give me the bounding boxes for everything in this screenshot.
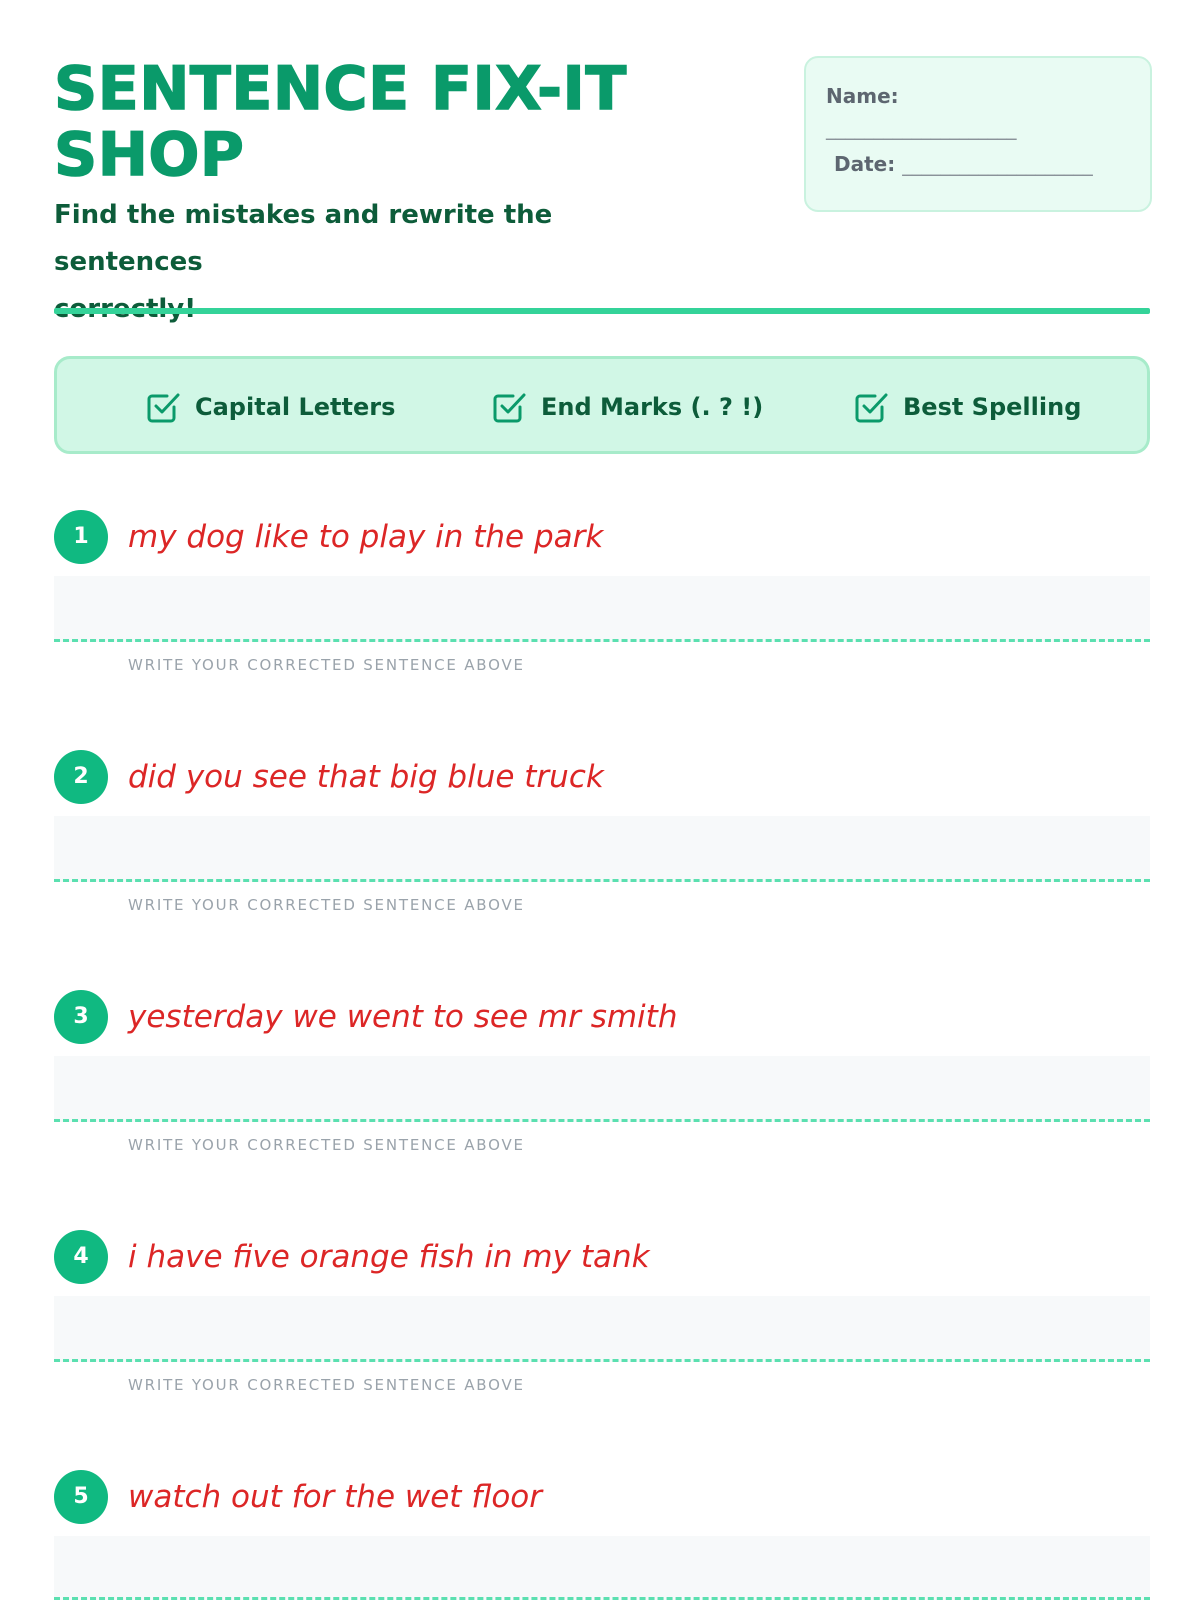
checklist-label: Capital Letters (195, 393, 396, 421)
subtitle-line-1: Find the mistakes and rewrite the sentences (54, 200, 553, 277)
question-sentence: my dog like to play in the park (128, 519, 604, 555)
checklist-label: End Marks (. ? !) (541, 393, 764, 421)
answer-writing-line[interactable] (54, 1536, 1150, 1600)
checklist-bar (54, 356, 1150, 454)
question-number-badge: 3 (54, 990, 108, 1044)
checklist-item-end-marks (491, 389, 763, 425)
question-item (54, 510, 1150, 710)
answer-writing-line[interactable] (54, 816, 1150, 882)
checkbox-checked-icon (145, 389, 181, 425)
checklist-item-best-spelling (853, 389, 1081, 425)
answer-writing-line[interactable] (54, 1056, 1150, 1122)
checklist-label: Best Spelling (903, 393, 1082, 421)
date-row (826, 144, 1130, 184)
answer-hint: WRITE YOUR CORRECTED SENTENCE ABOVE (128, 896, 525, 914)
answer-writing-line[interactable] (54, 1296, 1150, 1362)
question-number-badge: 2 (54, 750, 108, 804)
answer-hint: WRITE YOUR CORRECTED SENTENCE ABOVE (128, 1376, 525, 1394)
title-line-1: SENTENCE FIX-IT (54, 54, 627, 124)
question-number-badge: 5 (54, 1470, 108, 1524)
worksheet-page (54, 0, 1150, 1600)
header-divider (54, 308, 1150, 314)
question-item (54, 990, 1150, 1190)
question-item (54, 1230, 1150, 1430)
question-sentence: i have five orange fish in my tank (128, 1239, 650, 1275)
question-number-badge: 4 (54, 1230, 108, 1284)
name-date-box (804, 56, 1152, 212)
date-field[interactable]: ____________________ (902, 152, 1093, 176)
name-field[interactable]: ____________________ (826, 116, 1016, 140)
checklist-item-capital-letters (145, 389, 395, 425)
question-item (54, 1470, 1150, 1600)
title-line-2: SHOP (54, 120, 245, 190)
question-number-badge: 1 (54, 510, 108, 564)
worksheet-header (54, 56, 1150, 276)
question-item (54, 750, 1150, 950)
answer-writing-line[interactable] (54, 576, 1150, 642)
page-title (54, 56, 694, 188)
answer-hint: WRITE YOUR CORRECTED SENTENCE ABOVE (128, 656, 525, 674)
name-label: Name: (826, 84, 899, 108)
date-label: Date: (834, 152, 896, 176)
checkbox-checked-icon (491, 389, 527, 425)
answer-hint: WRITE YOUR CORRECTED SENTENCE ABOVE (128, 1136, 525, 1154)
question-sentence: watch out for the wet floor (128, 1479, 543, 1515)
question-sentence: yesterday we went to see mr smith (128, 999, 678, 1035)
checkbox-checked-icon (853, 389, 889, 425)
question-sentence: did you see that big blue truck (128, 759, 604, 795)
